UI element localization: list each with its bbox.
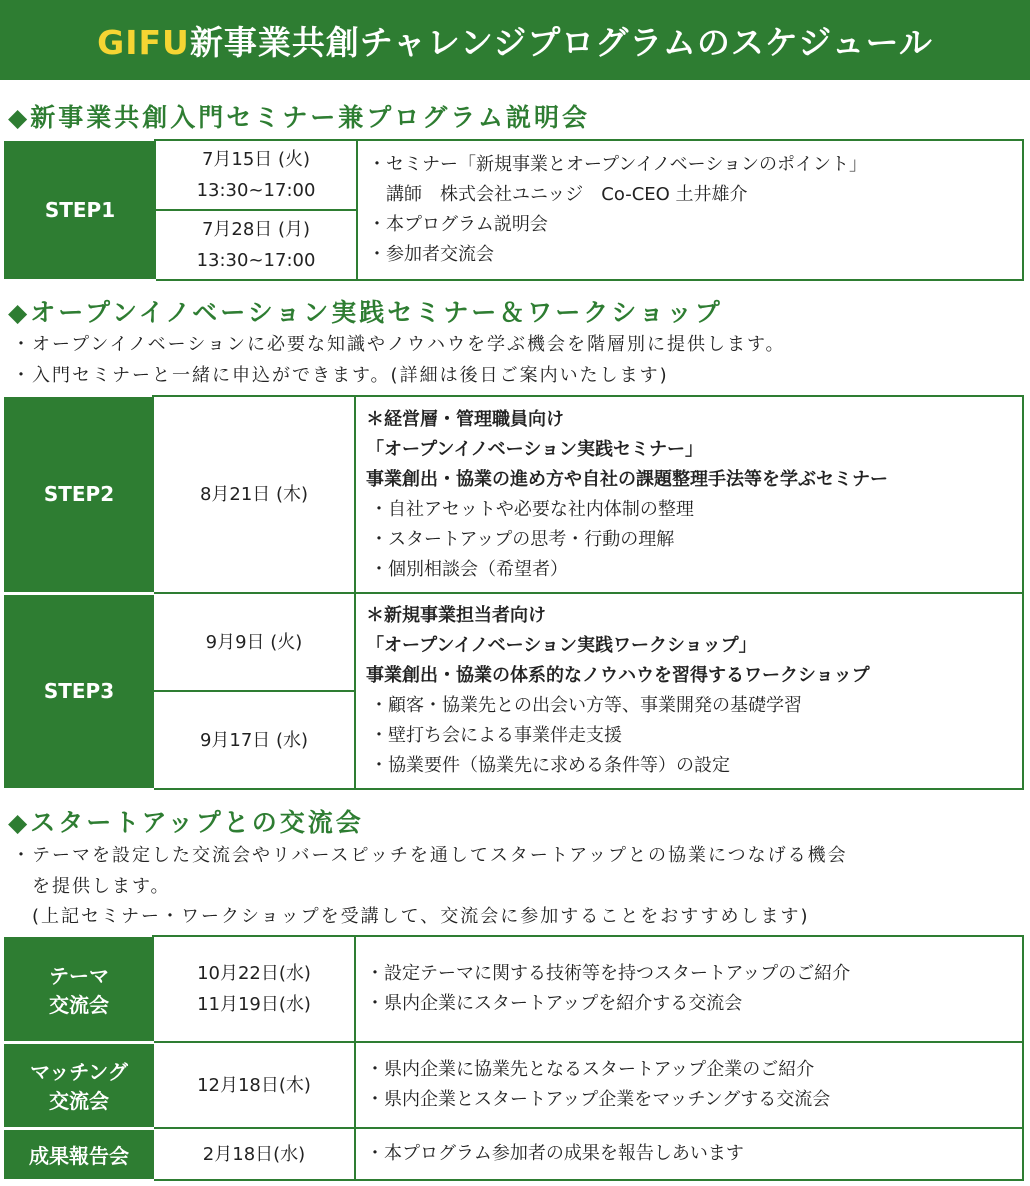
step1-label: STEP1	[5, 140, 155, 280]
section2-note: ・オープンイノベーションに必要な知識やノウハウを学ぶ機会を階層別に提供します。	[12, 334, 786, 355]
step2-description	[355, 396, 1023, 593]
theme-exchange-description	[355, 936, 1023, 1042]
theme-exchange-dates	[153, 936, 355, 1042]
step3-date-2: 9月17日 (水)	[153, 691, 355, 789]
section3-note: を提供します。	[12, 876, 171, 897]
step3-date-1: 9月9日 (火)	[153, 593, 355, 691]
time-text: 13:30~17:00	[196, 180, 316, 201]
matching-exchange-label	[5, 1042, 153, 1128]
title-accent: GIFU	[97, 22, 190, 62]
step1-date-2	[155, 210, 357, 280]
title-main: 新事業共創チャレンジプログラムのスケジュール	[189, 22, 933, 62]
time-text: 13:30~17:00	[196, 250, 316, 271]
matching-exchange-date: 12月18日(木)	[153, 1042, 355, 1128]
list-item: ・個別相談会（希望者）	[370, 558, 568, 580]
section3-note: ・テーマを設定した交流会やリバースピッチを通してスタートアップとの協業につなげる機会	[12, 845, 848, 866]
seminar-summary: 事業創出・協業の進め方や自社の課題整理手法等を学ぶセミナー	[366, 468, 888, 490]
section3-note: (上記セミナー・ワークショップを受講して、交流会に参加することをおすすめします)	[12, 906, 810, 927]
lecturer-line: 講師 株式会社ユニッジ Co-CEO 土井雄介	[368, 184, 748, 205]
step1-table	[4, 139, 1024, 281]
date-text: 11月19日(水)	[197, 994, 311, 1015]
list-item: ・本プログラム参加者の成果を報告しあいます	[366, 1143, 744, 1164]
date-text: 7月28日 (月)	[201, 219, 311, 240]
step1-description	[357, 140, 1023, 280]
step2-label: STEP2	[5, 396, 153, 593]
section3-title: ◆スタートアップとの交流会	[8, 808, 364, 837]
list-item: ・県内企業とスタートアップ企業をマッチングする交流会	[366, 1089, 831, 1110]
date-text: 10月22日(水)	[197, 963, 311, 984]
target-audience: ＊新規事業担当者向け	[366, 605, 546, 626]
list-item: ・設定テーマに関する技術等を持つスタートアップのご紹介	[366, 963, 851, 984]
list-item: ・顧客・協業先との出会い方等、事業開発の基礎学習	[370, 695, 802, 716]
description-line: ・本プログラム説明会	[368, 214, 548, 235]
results-report-date: 2月18日(水)	[153, 1128, 355, 1180]
header-banner	[0, 0, 1030, 80]
page-title	[97, 17, 933, 64]
description-line: ・セミナー「新規事業とオープンイノベーションのポイント」	[368, 154, 867, 175]
label-line: 交流会	[49, 992, 109, 1017]
theme-exchange-label	[5, 936, 153, 1042]
step3-description	[355, 593, 1023, 789]
step2-3-table	[4, 395, 1024, 790]
label-line: 交流会	[49, 1089, 109, 1113]
workshop-name: 「オープンイノベーション実践ワークショップ」	[366, 635, 757, 656]
step3-label: STEP3	[5, 593, 153, 789]
exchange-table	[4, 935, 1024, 1181]
results-report-label: 成果報告会	[5, 1128, 153, 1180]
workshop-summary: 事業創出・協業の体系的なノウハウを習得するワークショップ	[366, 665, 870, 686]
label-line: マッチング	[30, 1060, 128, 1084]
results-report-description	[355, 1128, 1023, 1180]
section1-title: ◆新事業共創入門セミナー兼プログラム説明会	[8, 103, 590, 132]
label-line: テーマ	[49, 963, 109, 988]
list-item: ・壁打ち会による事業伴走支援	[370, 725, 622, 746]
date-text: 7月15日 (火)	[201, 149, 311, 170]
list-item: ・県内企業に協業先となるスタートアップ企業のご紹介	[366, 1059, 815, 1080]
matching-exchange-description	[355, 1042, 1023, 1128]
seminar-name: 「オープンイノベーション実践セミナー」	[366, 438, 703, 460]
section2-note: ・入門セミナーと一緒に申込ができます。(詳細は後日ご案内いたします)	[12, 365, 669, 386]
list-item: ・協業要件（協業先に求める条件等）の設定	[370, 755, 730, 776]
description-line: ・参加者交流会	[368, 244, 494, 265]
target-audience: ＊経営層・管理職員向け	[366, 408, 564, 430]
list-item: ・スタートアップの思考・行動の理解	[370, 528, 675, 550]
step1-date-1	[155, 140, 357, 210]
step2-date: 8月21日 (木)	[153, 396, 355, 593]
section2-title: ◆オープンイノベーション実践セミナー＆ワークショップ	[8, 298, 723, 327]
list-item: ・自社アセットや必要な社内体制の整理	[370, 498, 694, 520]
list-item: ・県内企業にスタートアップを紹介する交流会	[366, 993, 743, 1014]
